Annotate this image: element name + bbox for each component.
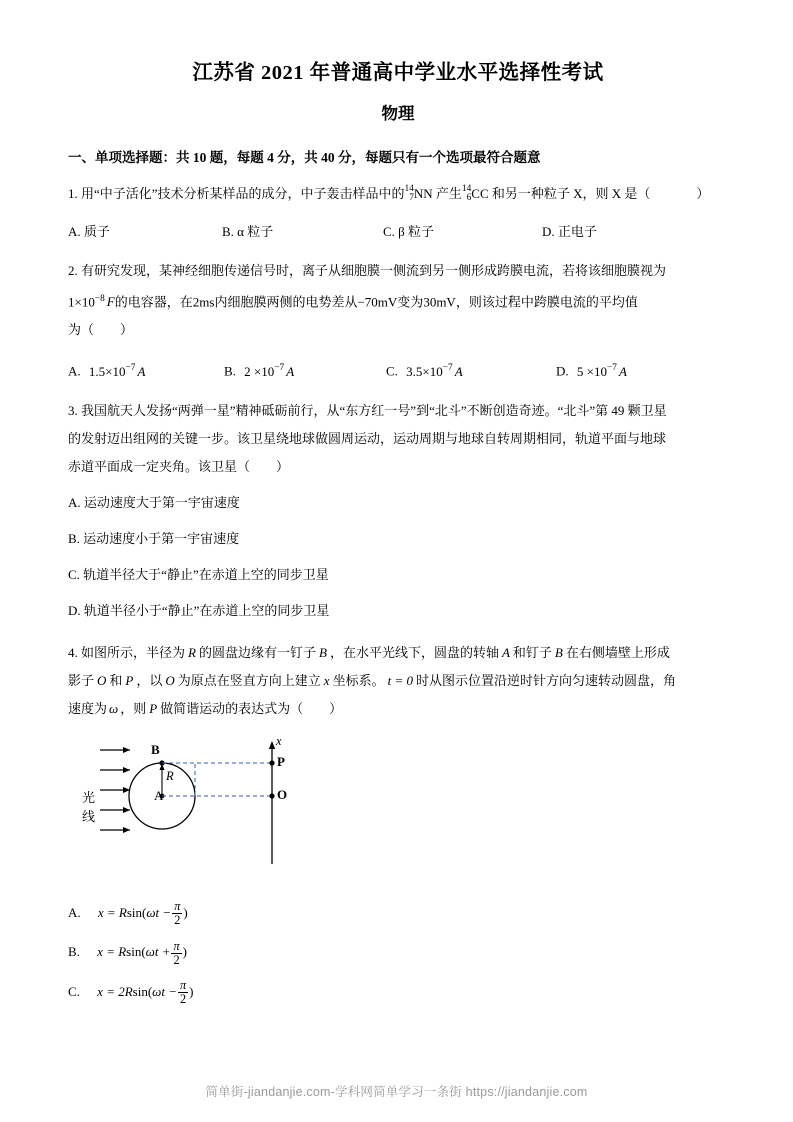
option-d-text: 正电子 xyxy=(557,224,597,239)
option-b-fraction: $\frac{\pi}{2}$ xyxy=(173,938,180,967)
question-2-number: 2. xyxy=(68,263,78,278)
shadow-point-p xyxy=(269,760,274,765)
label-p: P xyxy=(277,753,285,769)
option-a-fraction: $\frac{\pi}{2}$ xyxy=(174,899,181,928)
option-a-text: 质子 xyxy=(83,224,110,239)
question-4-number: 4. xyxy=(68,644,78,660)
question-4-figure xyxy=(82,733,728,886)
page-footer: 简单街-jiandanjie.com-学科网简单学习一条街 https://jiandanjie.com xyxy=(205,1085,588,1099)
option-b-label: B. xyxy=(224,363,236,379)
time-zero: t = 0 xyxy=(387,672,413,688)
question-1-option-a[interactable] xyxy=(68,219,222,245)
option-c-text: 轨道半径大于“静止”在赤道上空的同步卫星 xyxy=(83,566,329,582)
light-rays-icon xyxy=(100,747,130,833)
option-d-label: D. xyxy=(68,602,81,618)
question-4-line2-b: 和 xyxy=(109,672,123,688)
voltage-initial: −70mV xyxy=(357,294,398,310)
option-d-exponent: −7 xyxy=(606,363,617,374)
option-c-fn: sin( xyxy=(132,983,153,999)
option-a-close: ) xyxy=(183,904,188,920)
question-2-end: ，则该过程中跨膜电流的平均值 xyxy=(455,294,638,310)
light-label xyxy=(82,788,95,826)
option-c-label: C. xyxy=(386,363,398,379)
question-4-line3-b: ，则 xyxy=(120,700,147,716)
axis-arrow xyxy=(269,741,275,749)
capacitance-value: 1×10 xyxy=(68,294,95,310)
question-3-line1: 我国航天人发扬“两弹一星”精神砥砺前行，从“东方红一号”到“北斗”不断创造奇迹。“北斗”第 49 颗卫星 xyxy=(81,402,667,418)
option-c-mantissa: 3.5×10 xyxy=(406,363,443,379)
question-4-line1-c: ，在水平光线下，圆盘的转轴 xyxy=(329,644,499,660)
option-b-arg: ωt + xyxy=(145,944,171,960)
option-c-close: ) xyxy=(189,983,194,999)
option-b-exponent: −7 xyxy=(274,363,285,374)
question-2-mid2: 内细胞膜两侧的电势差从 xyxy=(214,294,358,310)
question-1-option-d[interactable] xyxy=(542,219,597,245)
option-a-label: A. xyxy=(68,363,81,379)
option-a-exponent: −7 xyxy=(125,363,136,374)
option-a-mantissa: 1.5×10 xyxy=(88,363,126,379)
option-b-text: α 粒子 xyxy=(237,224,274,239)
option-d-unit: A xyxy=(618,363,627,379)
nuclide-n14: 14 7 xyxy=(404,183,414,204)
question-4-line3-a: 速度为 xyxy=(68,700,108,716)
question-2-line1: 有研究发现，某神经细胞传递信号时，离子从细胞膜一侧流到另一侧形成跨膜电流，若将该细胞膜视为 xyxy=(81,263,667,278)
nuclide-c14-symbol: C xyxy=(471,186,480,201)
question-2-options xyxy=(68,355,728,384)
question-2-line2 xyxy=(68,286,728,315)
option-c-label: C. xyxy=(68,566,80,582)
question-4-option-a[interactable] xyxy=(68,900,728,927)
disk-shadow-diagram xyxy=(82,733,362,886)
option-b-mantissa: 2 ×10 xyxy=(244,363,275,379)
option-c-fraction: $\frac{\pi}{2}$ xyxy=(179,978,187,1007)
question-1-number: 1. xyxy=(68,186,78,201)
var-P2: P xyxy=(149,700,158,716)
var-A: A xyxy=(501,644,510,660)
option-a-unit: A xyxy=(137,363,146,379)
question-4-line2-a: 影子 xyxy=(68,672,95,688)
question-2-option-a[interactable] xyxy=(68,355,224,384)
shadow-point-o xyxy=(269,793,274,798)
var-P: P xyxy=(125,672,134,688)
light-label-char1: 光 xyxy=(82,789,96,805)
option-a-arg: ωt − xyxy=(146,904,172,920)
question-3-number: 3. xyxy=(68,402,78,418)
light-label-char2: 线 xyxy=(82,808,96,824)
voltage-final: 30mV xyxy=(423,294,456,310)
question-4-line2-e: 坐标系。 xyxy=(332,672,385,688)
label-radius: R xyxy=(166,768,174,783)
option-b-label: B. xyxy=(68,944,80,960)
var-omega: ω xyxy=(109,700,119,716)
question-4-line3 xyxy=(68,696,728,722)
question-3 xyxy=(68,398,728,424)
option-b-fn: sin( xyxy=(126,944,146,960)
question-1 xyxy=(68,181,728,207)
question-4-line1-e: 在右侧墙壁上形成 xyxy=(565,644,670,660)
question-3-option-d[interactable] xyxy=(68,598,728,624)
question-1-text-a: 用“中子活化”技术分析某样品的成分，中子轰击样品中的 xyxy=(81,186,405,201)
question-4-line1-a: 如图所示，半径为 xyxy=(81,644,186,660)
option-b-unit: A xyxy=(286,363,295,379)
var-O: O xyxy=(97,672,107,688)
question-4-option-c[interactable] xyxy=(68,979,728,1006)
page-title: 江苏省 2021 年普通高中学业水平选择性考试 xyxy=(192,62,604,84)
nuclide-n14-symbol: N xyxy=(413,186,424,201)
section-heading: 一、单项选择题：共 10 题，每题 4 分，共 40 分，每题只有一个选项最符合题意 xyxy=(68,150,541,165)
question-1-option-c[interactable] xyxy=(383,219,542,245)
question-3-option-b[interactable] xyxy=(68,526,728,552)
label-o: O xyxy=(277,786,288,802)
option-c-exponent: −7 xyxy=(442,363,453,374)
radius-arrow xyxy=(159,764,164,770)
var-B2: B xyxy=(554,644,563,660)
page-subtitle: 物理 xyxy=(381,104,415,123)
option-b-label: B. xyxy=(222,224,234,239)
option-d-text: 轨道半径小于“静止”在赤道上空的同步卫星 xyxy=(83,602,330,618)
question-4-option-b[interactable] xyxy=(68,939,728,966)
question-1-text-c: C 和另一种粒子 X，则 X 是（ xyxy=(479,186,651,201)
question-4-line2-f: 时从图示位置沿逆时针方向匀速转动圆盘，角 xyxy=(415,672,676,688)
capacitance-exponent: −8 xyxy=(94,294,105,304)
question-4-line3-c: 做简谐运动的表达式为（ ） xyxy=(160,700,343,716)
var-O2: O xyxy=(165,672,175,688)
label-b: B xyxy=(151,741,160,757)
option-b-text: 运动速度小于第一宇宙速度 xyxy=(83,530,240,546)
question-4 xyxy=(68,640,728,666)
time-value: 2ms xyxy=(192,294,215,310)
question-4-line2 xyxy=(68,668,728,694)
question-3-line3: 赤道平面成一定夹角。该卫星（ ） xyxy=(68,458,290,474)
question-2-option-d[interactable] xyxy=(556,355,627,384)
question-1-option-b[interactable] xyxy=(222,219,383,245)
question-4-line2-c: ，以 xyxy=(136,672,163,688)
var-B: B xyxy=(318,644,327,660)
option-b-close: ) xyxy=(182,944,188,960)
option-a-label: A. xyxy=(68,494,81,510)
option-c-lhs: x = 2R xyxy=(97,983,133,999)
question-4-line1-b: 的圆盘边缘有一钉子 xyxy=(198,644,316,660)
question-2-line3: 为（ ） xyxy=(68,322,134,338)
document-content xyxy=(68,58,728,1006)
question-1-text-d: ） xyxy=(696,186,710,201)
question-1-text-b: N 产生 xyxy=(423,186,462,201)
option-d-label: D. xyxy=(556,363,569,379)
question-2-mid1: 的电容器，在 xyxy=(114,294,193,310)
question-4-line2-d: 为原点在竖直方向上建立 xyxy=(177,672,321,688)
question-2-mid3: 变为 xyxy=(397,294,424,310)
question-1-options xyxy=(68,219,728,245)
option-c-label: C. xyxy=(68,983,80,999)
question-4-line1-d: 和钉子 xyxy=(512,644,552,660)
option-b-lhs: x = R xyxy=(97,944,127,960)
question-3-option-a[interactable] xyxy=(68,490,728,516)
question-3-line2: 的发射迈出组网的关键一步。该卫星绕地球做圆周运动，运动周期与地球自转周期相同，轨道平面与地球 xyxy=(68,430,667,446)
option-c-unit: A xyxy=(454,363,463,379)
label-x-axis: x xyxy=(276,733,282,748)
option-a-lhs: x = R xyxy=(97,904,127,920)
option-d-mantissa: 5 ×10 xyxy=(576,363,607,379)
option-a-text: 运动速度大于第一宇宙速度 xyxy=(83,494,240,510)
nuclide-c14: 14 6 xyxy=(461,183,472,204)
option-c-label: C. xyxy=(383,224,395,239)
option-c-text: β 粒子 xyxy=(398,224,435,239)
option-b-label: B. xyxy=(68,530,80,546)
question-3-option-c[interactable] xyxy=(68,562,728,588)
question-2-option-b[interactable] xyxy=(224,355,386,384)
question-2 xyxy=(68,258,728,284)
label-a: A xyxy=(154,787,164,803)
option-c-arg: ωt − xyxy=(152,983,177,999)
var-x: x xyxy=(323,672,330,688)
question-2-option-c[interactable] xyxy=(386,355,556,384)
option-d-label: D. xyxy=(542,224,555,239)
capacitance-unit: F xyxy=(106,294,115,310)
var-R: R xyxy=(188,644,196,660)
option-a-label: A. xyxy=(68,904,81,920)
option-a-label: A. xyxy=(68,224,81,239)
option-a-fn: sin( xyxy=(126,904,147,920)
